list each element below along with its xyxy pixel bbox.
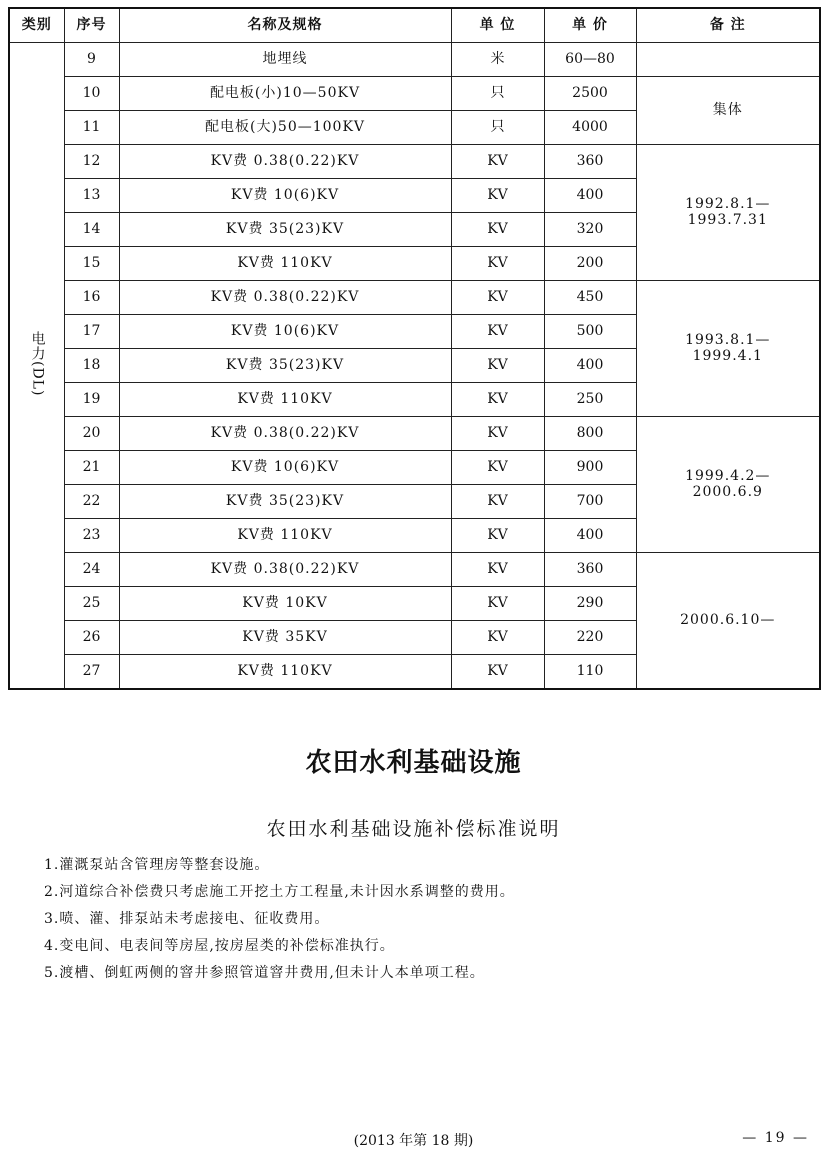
note-item: 1.灌溉泵站含管理房等整套设施。 xyxy=(44,857,270,873)
table-row xyxy=(9,417,820,451)
table-row xyxy=(9,281,820,315)
unit-cell: KV xyxy=(451,417,544,451)
table-row xyxy=(9,77,820,111)
compensation-table xyxy=(8,7,821,690)
seq-cell: 20 xyxy=(64,417,119,451)
price-cell: 450 xyxy=(544,281,636,315)
header-seq: 序号 xyxy=(64,8,119,43)
header-remark: 备 注 xyxy=(636,8,820,43)
name-cell: KV费 0.38(0.22)KV xyxy=(119,281,451,315)
remark-period-2-end: 1999.4.1 xyxy=(692,347,763,364)
unit-cell: KV xyxy=(451,213,544,247)
seq-cell: 21 xyxy=(64,451,119,485)
sub-title: 农田水利基础设施补偿标准说明 xyxy=(266,818,561,840)
name-cell: KV费 10(6)KV xyxy=(119,451,451,485)
price-cell: 220 xyxy=(544,621,636,655)
unit-cell: KV xyxy=(451,519,544,553)
name-cell: KV费 10(6)KV xyxy=(119,315,451,349)
seq-cell: 13 xyxy=(64,179,119,213)
price-cell: 250 xyxy=(544,383,636,417)
remark-period-3 xyxy=(636,417,820,553)
unit-cell: 只 xyxy=(451,111,544,145)
name-cell: KV费 0.38(0.22)KV xyxy=(119,145,451,179)
name-cell: KV费 110KV xyxy=(119,247,451,281)
name-cell: KV费 0.38(0.22)KV xyxy=(119,553,451,587)
name-cell: KV费 110KV xyxy=(119,383,451,417)
seq-cell: 18 xyxy=(64,349,119,383)
seq-cell: 19 xyxy=(64,383,119,417)
unit-cell: KV xyxy=(451,349,544,383)
seq-cell: 14 xyxy=(64,213,119,247)
unit-cell: KV xyxy=(451,587,544,621)
unit-cell: KV xyxy=(451,553,544,587)
price-cell: 320 xyxy=(544,213,636,247)
seq-cell: 15 xyxy=(64,247,119,281)
notes-list xyxy=(44,852,515,987)
header-price: 单 价 xyxy=(544,8,636,43)
remark-period-3-end: 2000.6.9 xyxy=(692,483,763,500)
remark-period-3-start: 1999.4.2— xyxy=(685,468,771,485)
unit-cell: KV xyxy=(451,383,544,417)
price-cell: 400 xyxy=(544,519,636,553)
seq-cell: 11 xyxy=(64,111,119,145)
seq-cell: 12 xyxy=(64,145,119,179)
seq-cell: 10 xyxy=(64,77,119,111)
remark-collective: 集体 xyxy=(636,77,820,145)
table-header-row xyxy=(9,8,820,43)
price-cell: 400 xyxy=(544,179,636,213)
unit-cell: KV xyxy=(451,315,544,349)
seq-cell: 23 xyxy=(64,519,119,553)
remark-period-1 xyxy=(636,145,820,281)
table-row xyxy=(9,43,820,77)
remark-period-1-start: 1992.8.1— xyxy=(685,196,771,213)
remark-period-1-end: 1993.7.31 xyxy=(687,211,768,228)
unit-cell: KV xyxy=(451,247,544,281)
price-cell: 800 xyxy=(544,417,636,451)
section-title: 农田水利基础设施 xyxy=(305,748,522,778)
price-cell: 200 xyxy=(544,247,636,281)
name-cell: KV费 110KV xyxy=(119,519,451,553)
unit-cell: KV xyxy=(451,179,544,213)
price-cell: 360 xyxy=(544,553,636,587)
unit-cell: KV xyxy=(451,281,544,315)
name-cell: KV费 110KV xyxy=(119,655,451,690)
price-cell: 4000 xyxy=(544,111,636,145)
price-cell: 500 xyxy=(544,315,636,349)
note-item: 2.河道综合补偿费只考虑施工开挖土方工程量,未计因水系调整的费用。 xyxy=(44,884,515,900)
name-cell: 配电板(大)50—100KV xyxy=(119,111,451,145)
price-cell: 290 xyxy=(544,587,636,621)
note-item: 3.喷、灌、排泵站未考虑接电、征收费用。 xyxy=(44,911,330,927)
header-unit: 单 位 xyxy=(451,8,544,43)
unit-cell: 只 xyxy=(451,77,544,111)
name-cell: 配电板(小)10—50KV xyxy=(119,77,451,111)
remark-period-4: 2000.6.10— xyxy=(636,553,820,690)
page-number: — 19 — xyxy=(742,1130,809,1146)
price-cell: 360 xyxy=(544,145,636,179)
header-category: 类别 xyxy=(9,8,64,43)
seq-cell: 9 xyxy=(64,43,119,77)
seq-cell: 22 xyxy=(64,485,119,519)
price-cell: 900 xyxy=(544,451,636,485)
seq-cell: 26 xyxy=(64,621,119,655)
remark-period-2 xyxy=(636,281,820,417)
price-cell: 60—80 xyxy=(544,43,636,77)
note-item: 5.渡槽、倒虹两侧的窨井参照管道窨井费用,但未计人本单项工程。 xyxy=(44,965,485,981)
name-cell: KV费 0.38(0.22)KV xyxy=(119,417,451,451)
name-cell: KV费 10KV xyxy=(119,587,451,621)
name-cell: 地埋线 xyxy=(119,43,451,77)
unit-cell: KV xyxy=(451,485,544,519)
price-cell: 700 xyxy=(544,485,636,519)
header-name: 名称及规格 xyxy=(119,8,451,43)
name-cell: KV费 35KV xyxy=(119,621,451,655)
unit-cell: KV xyxy=(451,655,544,690)
category-label: 电力(DL) xyxy=(29,330,46,397)
seq-cell: 16 xyxy=(64,281,119,315)
unit-cell: KV xyxy=(451,621,544,655)
footer-issue: (2013 年第 18 期) xyxy=(353,1133,474,1149)
seq-cell: 24 xyxy=(64,553,119,587)
price-cell: 110 xyxy=(544,655,636,690)
seq-cell: 27 xyxy=(64,655,119,690)
price-cell: 400 xyxy=(544,349,636,383)
table-row xyxy=(9,145,820,179)
price-cell: 2500 xyxy=(544,77,636,111)
name-cell: KV费 35(23)KV xyxy=(119,485,451,519)
table-row xyxy=(9,553,820,587)
name-cell: KV费 35(23)KV xyxy=(119,213,451,247)
seq-cell: 25 xyxy=(64,587,119,621)
name-cell: KV费 35(23)KV xyxy=(119,349,451,383)
unit-cell: KV xyxy=(451,451,544,485)
category-cell xyxy=(9,43,64,690)
note-item: 4.变电间、电表间等房屋,按房屋类的补偿标准执行。 xyxy=(44,938,395,954)
seq-cell: 17 xyxy=(64,315,119,349)
name-cell: KV费 10(6)KV xyxy=(119,179,451,213)
remark-period-2-start: 1993.8.1— xyxy=(685,332,771,349)
remark-cell-empty xyxy=(636,43,820,77)
unit-cell: KV xyxy=(451,145,544,179)
unit-cell: 米 xyxy=(451,43,544,77)
